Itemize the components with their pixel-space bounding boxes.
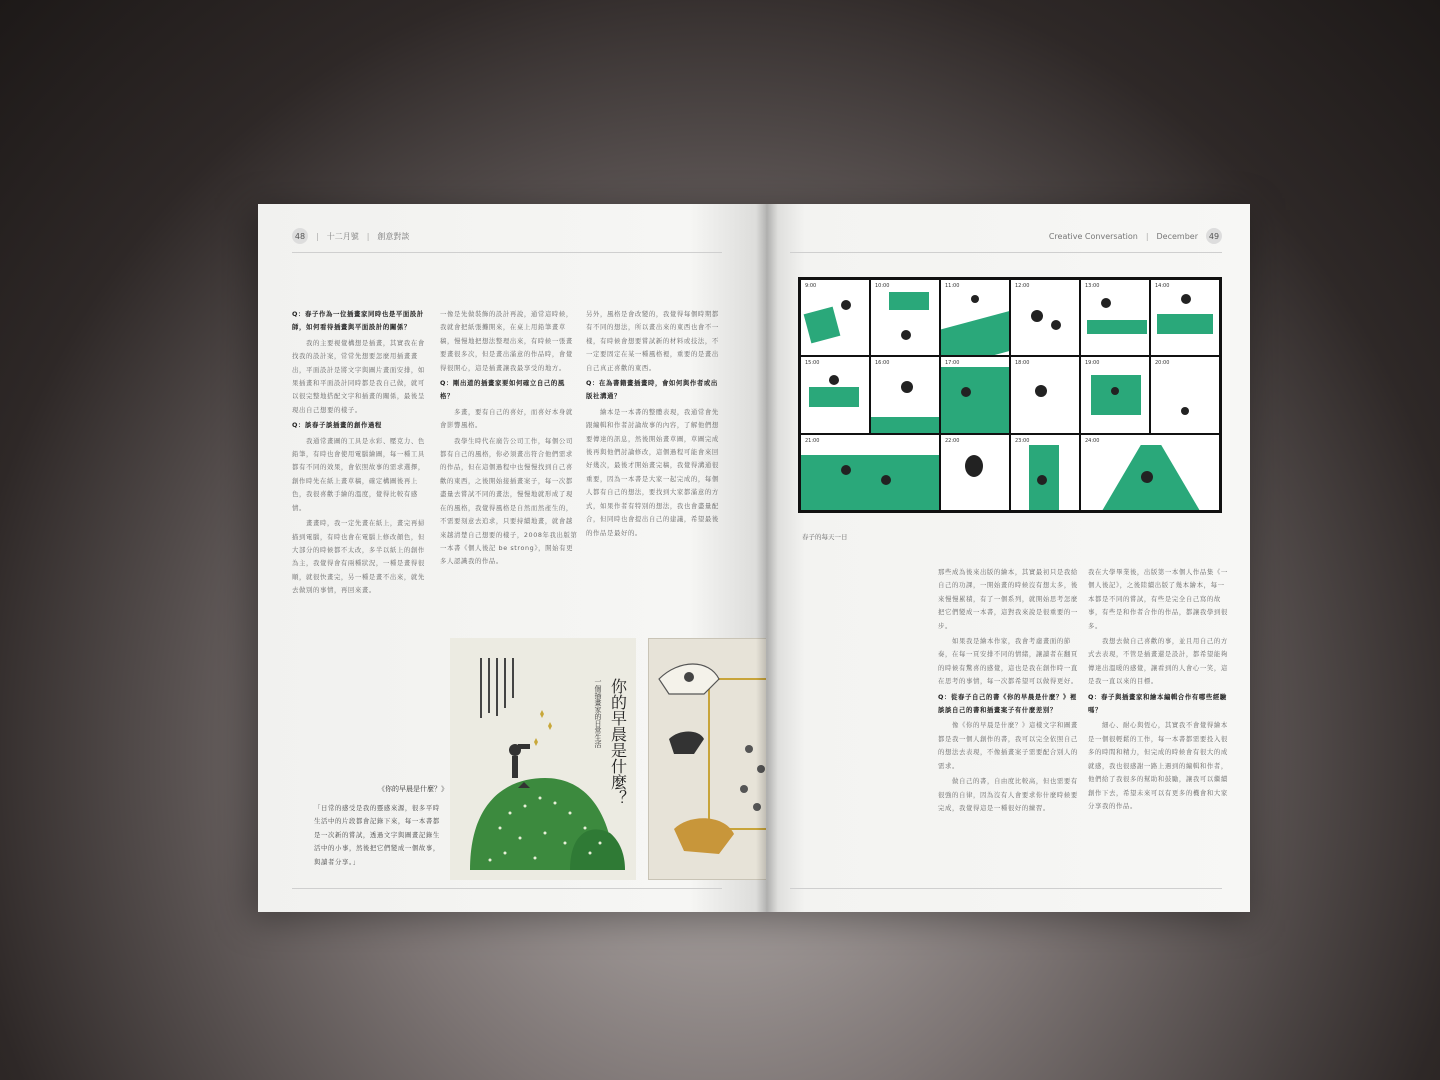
- left-column-1: [292, 308, 430, 600]
- book-subtitle-text: 一個插畫家的日常生活: [594, 678, 602, 748]
- left-column-2: [440, 308, 578, 571]
- panel-time: 19:00: [1085, 360, 1100, 367]
- question: Q：在為書籍畫插畫時，會如何與作者或出版社溝通？: [586, 379, 718, 401]
- question: Q：談春子談插畫的創作過程: [292, 421, 382, 430]
- panel-time: 18:00: [1015, 360, 1030, 367]
- panel-time: 23:00: [1015, 437, 1030, 444]
- right-column-2: [1088, 566, 1228, 815]
- paragraph: 多畫，要有自己的喜好，而喜好本身就會影響風格。: [440, 407, 573, 430]
- header-separator: |: [316, 231, 319, 241]
- comic-panel: [1080, 356, 1150, 433]
- comic-panel: [870, 356, 940, 433]
- header-separator: |: [1145, 231, 1149, 241]
- paragraph: 做自己的書，自由度比較高，但也需要有很強的自律，因為沒有人會要求你什麼時候要完成，我覺得這是一種很好的練習。: [938, 777, 1078, 812]
- comic-panel: [1010, 356, 1080, 433]
- panel-time: 10:00: [875, 283, 890, 289]
- paragraph: 像《你的早晨是什麼？》這樣文字和圖畫都是我一個人創作的書，我可以完全依照自己的想法去表現，不像插畫案子需要配合別人的需求。: [938, 721, 1078, 770]
- panel-time: 22:00: [945, 437, 960, 444]
- section-label-en: Creative Conversation: [1048, 231, 1138, 241]
- question: Q：從春子自己的書《你的早晨是什麼？》裡談談自己的書和插畫案子有什麼差別？: [938, 692, 1077, 715]
- comic-panel: [800, 356, 870, 433]
- book-cover-illustration: [450, 638, 636, 880]
- comic-panel: [940, 434, 1010, 511]
- panel-time: 14:00: [1155, 283, 1170, 289]
- panel-time: 21:00: [805, 437, 820, 444]
- paragraph: 另外，風格是會改變的，我覺得每個時期都有不同的想法，所以畫出來的東西也會不一樣，有時候會想要嘗試新的材料或技法，不一定要固定在某一種風格裡，重要的是畫出自己真正喜歡的東西。: [586, 310, 719, 372]
- paragraph: 如果我是繪本作家，我會考慮畫面的節奏，在每一頁安排不同的情緒，讓讀者在翻頁的時候有驚喜的感覺，這也是我在創作時一直在思考的事情，每一次都希望可以做得更好。: [938, 637, 1078, 686]
- paragraph: 一像是先做裝飾的設計再說，通常這時候，我就會把紙張攤開來，在桌上用鉛筆畫草稿，慢慢地把想法整理出來，有時候一張畫要畫很多次，但是畫出滿意的作品時，會覺得很開心，這是插畫讓我最享受的地方。: [440, 310, 573, 372]
- panel-time: 15:00: [805, 360, 820, 367]
- question: Q：春子與插畫家和繪本編輯合作有哪些經驗嗎？: [1088, 692, 1227, 715]
- comic-strip: [798, 277, 1222, 513]
- book-spine-gutter: [756, 204, 778, 912]
- paragraph: 我在大學畢業後，出版第一本個人作品集《一個人後記》，之後陸續出版了幾本繪本，每一本都是不同的嘗試，有些是完全自己寫的故事，有些是和作者合作的作品，都讓我學到很多。: [1088, 568, 1228, 630]
- header-rule: [292, 252, 722, 253]
- left-page-header: [292, 228, 409, 244]
- panel-time: 17:00: [945, 360, 960, 367]
- month-label: December: [1156, 231, 1198, 241]
- book-title-text: 你的早晨是什麼？: [608, 678, 628, 806]
- paragraph: 我學生時代在廣告公司工作，每個公司都有自己的風格，你必須畫出符合他們需求的作品，但在這個過程中也慢慢找到自己喜歡的東西，之後開始接插畫案子，每一次都盡量去嘗試不同的畫法，慢慢地就形成了現在的風格，我覺得風格是自然而然產生的，不需要刻意去追求，只要持續地畫，就會越來越清楚自己想要的樣子，2008年我出版第一本書《個人後記 be strong》，開始有更多人認識我的作品。: [440, 436, 578, 566]
- panel-time: 11:00: [945, 283, 960, 289]
- right-page-header: [1049, 228, 1222, 244]
- comic-panel: [1150, 279, 1220, 356]
- comic-caption: 春子的每天一日: [802, 533, 848, 541]
- paragraph: 我想去做自己喜歡的事，並且用自己的方式去表現，不管是插畫還是設計，都希望能夠傳達出溫暖的感覺，讓看到的人會心一笑，這是我一直以來的目標。: [1088, 637, 1228, 686]
- comic-panel: [800, 279, 870, 356]
- paragraph: 我的主要視覺構想是插畫，其實我在會找我的設計案，常常先想要怎麼用插畫畫出，平面設計是將文字與圖片畫面安排，如果插畫和平面設計同時都是我自己做，就可以很完整地搭配文字和插畫的關係，最後呈現出自己想要的樣子。: [292, 338, 425, 414]
- book-interior-image: [648, 638, 766, 880]
- header-rule: [790, 252, 1222, 253]
- question: Q：春子作為一位插畫家同時也是平面設計師，如何看待插畫與平面設計的關係？: [292, 310, 424, 332]
- paragraph: 繪本是一本書的整體表現，我通常會先跟編輯和作者討論故事的內容，了解他們想要傳達的訊息，然後開始畫草圖，草圖完成後再與他們討論修改，這個過程可能會來回好幾次，最後才開始畫完稿，我覺得溝通很重要，因為一本書是大家一起完成的，每個人都有自己的想法，要找到大家都滿意的方式，如果作者有特別的想法，我也會盡量配合，但同時也會提出自己的建議，希望最後的作品是最好的。: [586, 407, 719, 537]
- dogs-illustration: [649, 639, 766, 880]
- panel-time: 16:00: [875, 360, 890, 367]
- comic-panel: [940, 279, 1010, 356]
- question: Q：剛出道的插畫家要如何確立自己的風格？: [440, 379, 565, 401]
- paragraph: 細心、耐心與恆心，其實我不會覺得繪本是一個很輕鬆的工作，每一本書都需要投入很多的時間和精力，但完成的時候會有很大的成就感，我也很感謝一路上遇到的編輯和作者，他們給了我很多的幫助和鼓勵，讓我可以繼續創作下去，希望未來可以有更多的機會和大家分享我的作品。: [1088, 721, 1228, 810]
- panel-time: 24:00: [1085, 437, 1100, 444]
- panel-time: 20:00: [1155, 360, 1170, 367]
- comic-panel: [1080, 434, 1220, 511]
- section-label: 創意對談: [377, 231, 410, 241]
- right-page: [766, 204, 1250, 912]
- panel-time: 13:00: [1085, 283, 1100, 289]
- comic-panel: [940, 356, 1010, 433]
- comic-panel: [1010, 279, 1080, 356]
- left-page: [258, 204, 766, 912]
- comic-panel: [1010, 434, 1080, 511]
- comic-panel: [870, 279, 940, 356]
- paragraph: 那些成為後來出版的繪本，其實最初只是我給自己的功課，一開始畫的時候沒有想太多，後來慢慢累積，有了一個系列，就開始思考怎麼把它們變成一本書，這對我來說是很重要的一步。: [938, 568, 1078, 630]
- footer-rule: [790, 888, 1222, 889]
- comic-panel: [1080, 279, 1150, 356]
- left-column-3: [586, 308, 724, 542]
- paragraph: 畫畫時，我一定先畫在紙上，畫完再掃描到電腦，有時也會在電腦上修改顏色，但大部分的時候都不太改，多半以紙上的創作為主，我覺得會有兩種狀況，一種是畫得很順，就很快畫完，另一種是畫不出來，就先去做別的事情，再回來畫。: [292, 519, 425, 595]
- comic-panel: [800, 434, 940, 511]
- quote-title: 《你的早晨是什麼？》: [378, 785, 448, 793]
- paragraph: 我通常畫圖的工具是水彩、壓克力、色鉛筆，有時也會使用電腦繪圖，每一種工具都有不同的效果，會依照故事的需求選擇，創作時先在紙上畫草稿，確定構圖後再上色，我很喜歡手繪的溫度，覺得比較有感情。: [292, 436, 425, 512]
- right-column-1: [938, 566, 1080, 817]
- page-number-left: 48: [292, 228, 308, 244]
- page-number-right: 49: [1206, 228, 1222, 244]
- book-cover-image: [450, 638, 636, 880]
- comic-panel: [1150, 356, 1220, 433]
- panel-time: 9:00: [805, 283, 817, 289]
- issue-label: 十二月號: [326, 231, 359, 241]
- pull-quote: 「日常的感受是我的靈感來源，很多平時生活中的片段都會記錄下來，每一本書都是一次新的嘗試，透過文字與圖畫記錄生活中的小事，然後把它們變成一個故事，與讀者分享。」: [314, 804, 440, 866]
- footer-rule: [292, 888, 722, 889]
- header-separator: |: [366, 231, 370, 241]
- panel-time: 12:00: [1015, 283, 1030, 289]
